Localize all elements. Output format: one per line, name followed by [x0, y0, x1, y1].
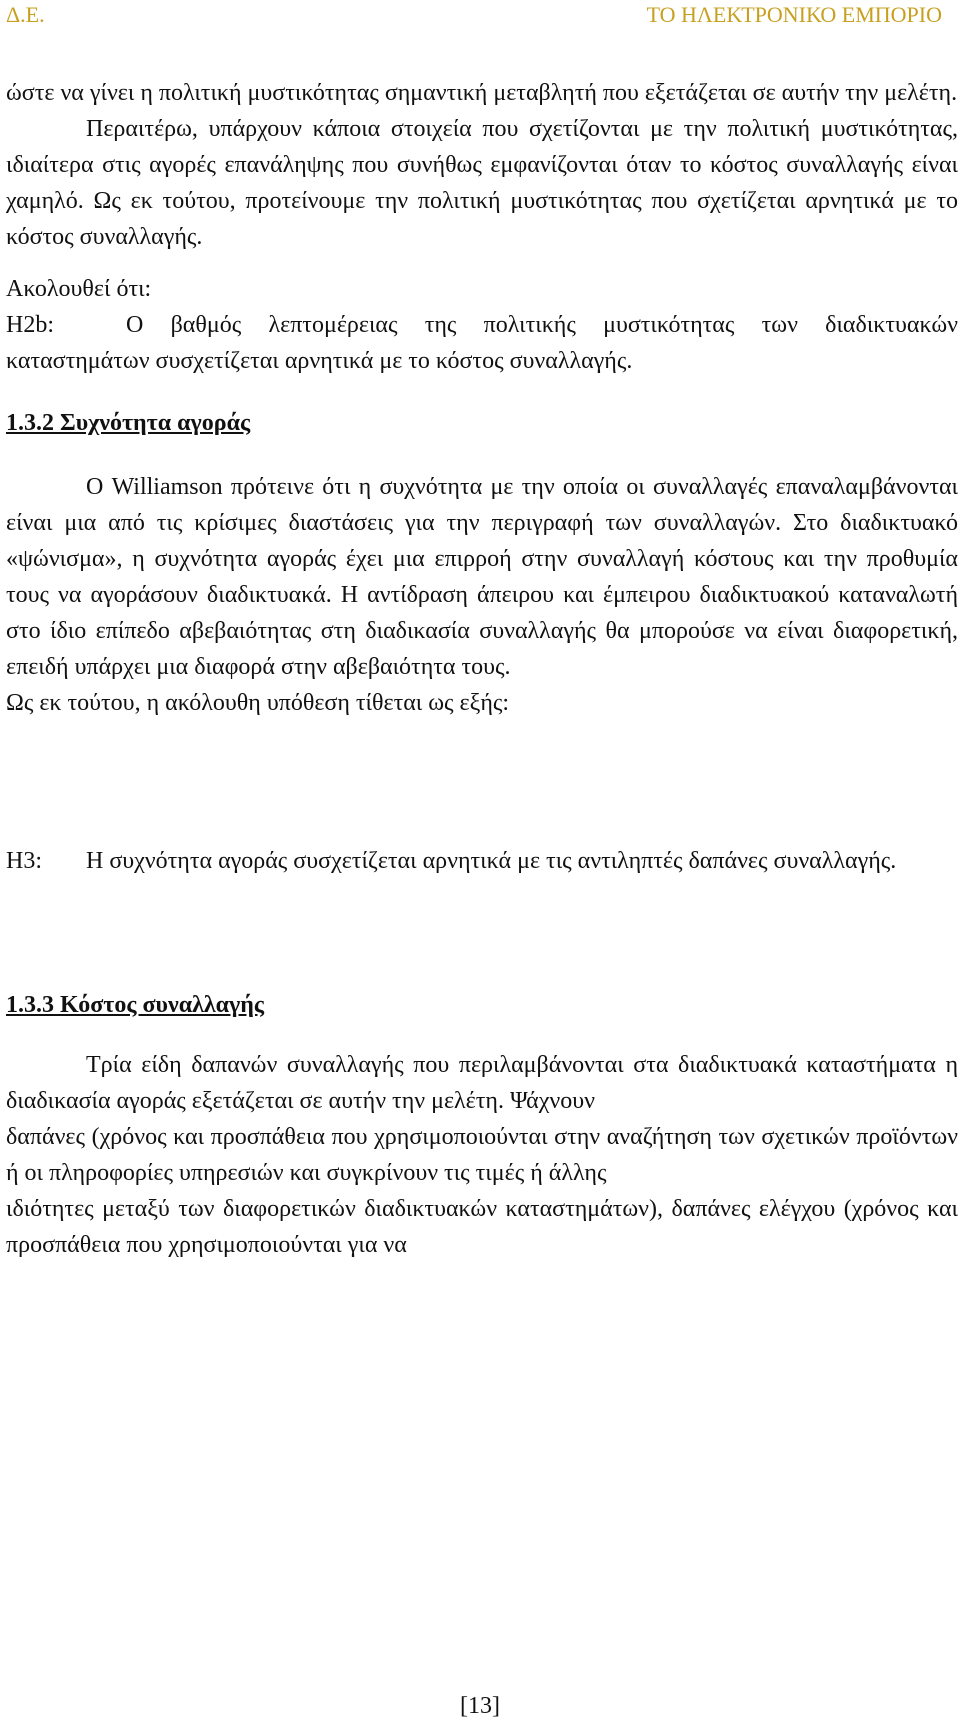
- hypothesis-label: H2b:: [6, 312, 54, 338]
- paragraph: ιδιότητες μεταξύ των διαφορετικών διαδικτυακών καταστημάτων), δαπάνες ελέγχου (χρόνος και προσπάθεια που χρησιμοποιούνται για να: [6, 1196, 958, 1258]
- paragraph: Ακολουθεί ότι:: [6, 276, 152, 302]
- hypothesis-h2b: [6, 307, 958, 379]
- paragraph: Περαιτέρω, υπάρχουν κάποια στοιχεία που σχετίζονται με την πολιτική μυστικότητας, ιδιαίτερα στις αγορές επανάληψης που συνήθως εμφανίζονται όταν το κόστος συναλλαγής είναι χαμηλό. Ως εκ τούτου, προτείνουμε την πολιτική μυστικότητας που σχετίζεται αρνητικά με το κόστος συναλλαγής.: [6, 116, 958, 250]
- paragraph: δαπάνες (χρόνος και προσπάθεια που χρησιμοποιούνται στην αναζήτηση των σχετικών προϊόντων ή οι πληροφορίες υπηρεσιών και συγκρίνουν τις τιμές ή άλλης: [6, 1124, 958, 1186]
- running-header: [0, 0, 960, 30]
- hypothesis-h3: [6, 843, 958, 879]
- header-left: Δ.Ε.: [6, 2, 45, 27]
- page-number: [13]: [460, 1693, 500, 1719]
- paragraph: ώστε να γίνει η πολιτική μυστικότητας σημαντική μεταβλητή που εξετάζεται σε αυτήν την μελέτη.: [6, 80, 958, 106]
- hypothesis-text: Ο βαθμός λεπτομέρειας της πολιτικής μυστικότητας των διαδικτυακών καταστημάτων συσχετίζεται αρνητικά με το κόστος συναλλαγής.: [6, 312, 958, 374]
- paragraph: Τρία είδη δαπανών συναλλαγής που περιλαμβάνονται στα διαδικτυακά καταστήματα η διαδικασία αγοράς εξετάζεται σε αυτήν την μελέτη. Ψάχνουν: [6, 1052, 958, 1114]
- hypothesis-label: H3:: [6, 848, 42, 874]
- paragraph: Ο Williamson πρότεινε ότι η συχνότητα με την οποία οι συναλλαγές επαναλαμβάνονται είναι μια από τις κρίσιμες διαστάσεις για την περιγραφή των συναλλαγών. Στο διαδικτυακό «ψώνισμα», η συχνότητα αγοράς έχει μια επιρροή στην συναλλαγή κόστους και την προθυμία τους να αγοράσουν διαδικτυακά. Η αντίδραση άπειρου και έμπειρου διαδικτυακού καταναλωτή στο ίδιο επίπεδο αβεβαιότητας στη διαδικασία συναλλαγής θα μπορούσε να είναι διαφορετική, επειδή υπάρχει μια διαφορά στην αβεβαιότητα τους.: [6, 474, 958, 680]
- paragraph: Ως εκ τούτου, η ακόλουθη υπόθεση τίθεται ως εξής:: [6, 690, 510, 716]
- section-heading: 1.3.3 Κόστος συναλλαγής: [6, 992, 265, 1018]
- document-body: [6, 75, 958, 1263]
- section-heading: 1.3.2 Συχνότητα αγοράς: [6, 410, 251, 436]
- header-right: ΤΟ ΗΛΕΚΤΡΟΝΙΚΟ ΕΜΠΟΡΙΟ: [646, 2, 942, 27]
- hypothesis-text: Η συχνότητα αγοράς συσχετίζεται αρνητικά με τις αντιληπτές δαπάνες συναλλαγής.: [86, 848, 897, 874]
